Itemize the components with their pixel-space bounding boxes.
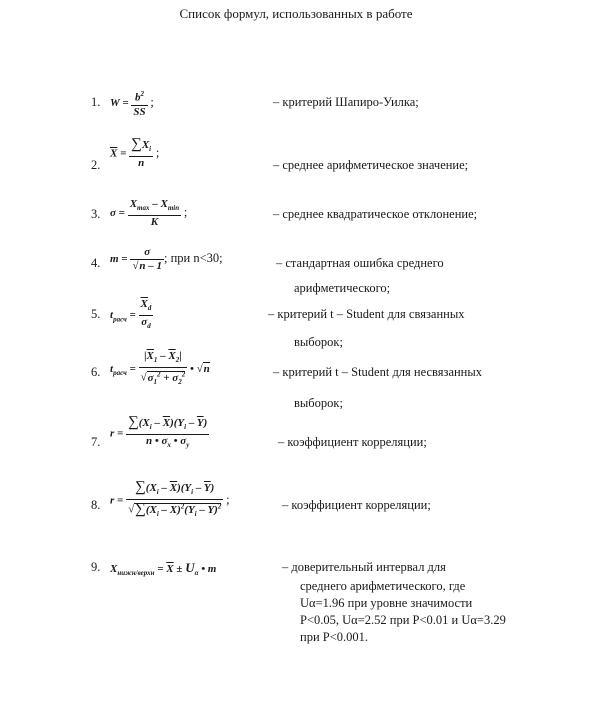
item-description-cont: P<0.05, Uα=2.52 при P<0.01 и Uα=3.29 — [300, 613, 506, 627]
item-number: 9. — [91, 560, 101, 574]
item-description: – стандартная ошибка среднего — [276, 256, 444, 270]
formula-t-paired: $t_{расч}$ = $\frac{\overline{X}_d}{\sigma_d}$ — [110, 298, 153, 333]
item-number: 7. — [91, 435, 101, 449]
item-number: 5. — [91, 307, 101, 321]
item-number: 2. — [91, 158, 101, 172]
item-description-cont: арифметического; — [294, 281, 391, 295]
formula-correlation-2: r = $\frac{\sum(X_i - \overline{X})(Y_i - \overline{Y})}{√\sum(X_i - \overline{X})^2(Y_i - \overline{Y})^2}$ ; — [110, 481, 230, 521]
item-description-cont: Uα=1.96 при уровне значимости — [300, 596, 473, 610]
formula-std-dev: σ = $\frac{X_{max} - X_{min}}{K}$ ; — [110, 198, 188, 229]
formula-shapiro-wilk: W = $\frac{b^2}{SS}$ ; — [110, 90, 154, 118]
item-description: – доверительный интервал для — [282, 560, 446, 574]
formula-std-error: m = $\frac{\sigma}{√n - 1}$ ; при n<30; — [110, 246, 223, 272]
item-description: – критерий t – Student для связанных — [268, 307, 465, 321]
item-description-cont: среднего арифметического, где — [300, 579, 466, 593]
item-number: 3. — [91, 207, 101, 221]
item-number: 8. — [91, 498, 101, 512]
item-description: – коэффициент корреляции; — [282, 498, 431, 512]
item-description-cont: при P<0.001. — [300, 630, 369, 644]
item-description: – коэффициент корреляции; — [278, 435, 427, 449]
item-description: – критерий t – Student для несвязанных — [273, 365, 483, 379]
formula-confidence-interval: $X_{нижн/верхн} = \overline{X} \pm U_\alpha$ • m — [110, 560, 217, 578]
item-description-cont: выборок; — [294, 396, 343, 410]
item-number: 1. — [91, 95, 101, 109]
formula-mean: $\overline{X}$ = $\frac{\sum X_i}{n}$ ; — [110, 136, 160, 170]
item-description: – среднее арифметическое значение; — [273, 158, 469, 172]
item-number: 4. — [91, 256, 101, 270]
item-description-cont: выборок; — [294, 335, 343, 349]
item-description: – критерий Шапиро-Уилка; — [273, 95, 419, 109]
item-number: 6. — [91, 365, 101, 379]
page-title: Список формул, использованных в работе — [179, 6, 413, 21]
item-description: – среднее квадратическое отклонение; — [273, 207, 478, 221]
formula-correlation-1: r = $\frac{\sum(X_i - \overline{X})(Y_i - \overline{Y})}{n • \sigma_x • \sigma_y}$ — [110, 416, 209, 452]
formula-t-unpaired: $t_{расч}$ = $\frac{|\overline{X}_1 - \overline{X}_2|}{√\sigma_1^2 + \sigma_2^2}$ • √n — [110, 350, 210, 389]
